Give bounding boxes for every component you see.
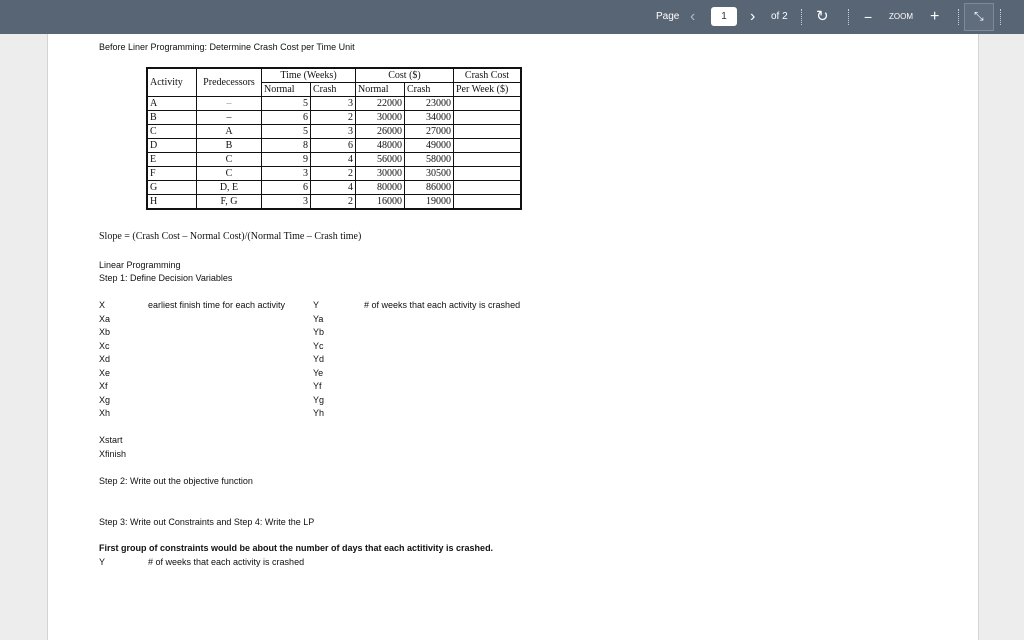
step3-heading: Step 3: Write out Constraints and Step 4: Write the LP bbox=[99, 517, 315, 527]
cell-time-normal: 6 bbox=[262, 181, 311, 195]
th-predecessors: Predecessors bbox=[197, 68, 262, 97]
cell-time-crash: 4 bbox=[311, 181, 356, 195]
cell-cost-crash: 30500 bbox=[405, 167, 454, 181]
cell-time-crash: 2 bbox=[311, 195, 356, 210]
xfinish-var: Xfinish bbox=[99, 449, 127, 459]
cell-crash-per-week bbox=[454, 167, 522, 181]
cell-crash-per-week bbox=[454, 111, 522, 125]
document-page bbox=[47, 34, 979, 640]
cell-cost-normal: 30000 bbox=[356, 167, 405, 181]
cell-time-normal: 5 bbox=[262, 125, 311, 139]
cell-cost-normal: 16000 bbox=[356, 195, 405, 210]
crash-cost-table bbox=[146, 67, 522, 210]
cell-cost-normal: 48000 bbox=[356, 139, 405, 153]
th-time: Time (Weeks) bbox=[262, 68, 356, 83]
next-page-icon[interactable]: › bbox=[750, 8, 756, 25]
x-var: Xa bbox=[99, 314, 111, 324]
th-cost: Cost ($) bbox=[356, 68, 454, 83]
cell-time-crash: 3 bbox=[311, 97, 356, 111]
doc-title: Before Liner Programming: Determine Crash Cost per Time Unit bbox=[99, 42, 355, 52]
table-row bbox=[147, 111, 521, 125]
cell-crash-per-week bbox=[454, 97, 522, 111]
cell-activity: H bbox=[147, 195, 197, 210]
cell-time-normal: 3 bbox=[262, 195, 311, 210]
fit-page-button[interactable] bbox=[964, 3, 994, 31]
th-time-crash: Crash bbox=[311, 83, 356, 97]
th-activity: Activity bbox=[147, 68, 197, 97]
table-row bbox=[147, 125, 521, 139]
zoom-out-button[interactable]: − bbox=[864, 9, 873, 25]
x-var: Xe bbox=[99, 368, 111, 378]
cell-crash-per-week bbox=[454, 153, 522, 167]
cell-predecessors: – bbox=[197, 97, 262, 111]
y-variable-desc: # of weeks that each activity is crashed bbox=[364, 300, 521, 310]
page-label: Page bbox=[656, 11, 680, 22]
cell-predecessors: B bbox=[197, 139, 262, 153]
th-time-normal: Normal bbox=[262, 83, 311, 97]
table-row bbox=[147, 167, 521, 181]
y-var: Yb bbox=[313, 327, 325, 337]
cell-cost-normal: 30000 bbox=[356, 111, 405, 125]
xstart-var: Xstart bbox=[99, 435, 123, 445]
th-cost-normal: Normal bbox=[356, 83, 405, 97]
lp-title: Linear Programming bbox=[99, 260, 181, 270]
cell-cost-crash: 19000 bbox=[405, 195, 454, 210]
cell-activity: C bbox=[147, 125, 197, 139]
y-var: Ye bbox=[313, 368, 324, 378]
cell-time-crash: 4 bbox=[311, 153, 356, 167]
cell-cost-crash: 27000 bbox=[405, 125, 454, 139]
cell-predecessors: F, G bbox=[197, 195, 262, 210]
zoom-label: ZOOM bbox=[889, 12, 913, 21]
toolbar-divider bbox=[958, 9, 959, 25]
collapse-icon: ⤡ bbox=[974, 9, 984, 23]
th-crash-cost: Crash Cost bbox=[454, 68, 522, 83]
cell-activity: D bbox=[147, 139, 197, 153]
y-var: Yc bbox=[313, 341, 324, 351]
x-variable-label: X bbox=[99, 300, 106, 310]
cell-crash-per-week bbox=[454, 181, 522, 195]
table-row bbox=[147, 97, 521, 111]
th-cost-crash: Crash bbox=[405, 83, 454, 97]
y-var: Yg bbox=[313, 395, 325, 405]
prev-page-icon[interactable]: ‹ bbox=[690, 8, 696, 25]
y-var: Ya bbox=[313, 314, 324, 324]
cell-cost-crash: 58000 bbox=[405, 153, 454, 167]
cell-predecessors: C bbox=[197, 153, 262, 167]
viewer-toolbar bbox=[0, 0, 1024, 34]
cell-time-crash: 2 bbox=[311, 167, 356, 181]
page-total: of 2 bbox=[771, 11, 788, 22]
x-variable-desc: earliest finish time for each activity bbox=[148, 300, 286, 310]
first-group-note: First group of constraints would be about the number of days that each actitivity is crashed. bbox=[99, 543, 494, 553]
cell-predecessors: A bbox=[197, 125, 262, 139]
step2-heading: Step 2: Write out the objective function bbox=[99, 476, 253, 486]
cell-activity: A bbox=[147, 97, 197, 111]
table-row bbox=[147, 139, 521, 153]
cell-activity: F bbox=[147, 167, 197, 181]
rotate-icon[interactable]: ↻ bbox=[816, 8, 829, 25]
x-var: Xg bbox=[99, 395, 111, 405]
toolbar-divider bbox=[1000, 9, 1001, 25]
table-row bbox=[147, 153, 521, 167]
cell-time-crash: 2 bbox=[311, 111, 356, 125]
y-var: Yh bbox=[313, 408, 325, 418]
y-variable-label-2: Y bbox=[99, 557, 106, 567]
cell-cost-normal: 80000 bbox=[356, 181, 405, 195]
cell-crash-per-week bbox=[454, 125, 522, 139]
cell-predecessors: – bbox=[197, 111, 262, 125]
cell-cost-normal: 56000 bbox=[356, 153, 405, 167]
y-var: Yd bbox=[313, 354, 325, 364]
x-var: Xh bbox=[99, 408, 111, 418]
cell-time-normal: 6 bbox=[262, 111, 311, 125]
x-var: Xc bbox=[99, 341, 110, 351]
cell-predecessors: D, E bbox=[197, 181, 262, 195]
cell-time-normal: 3 bbox=[262, 167, 311, 181]
step1-heading: Step 1: Define Decision Variables bbox=[99, 273, 233, 283]
cell-time-normal: 5 bbox=[262, 97, 311, 111]
cell-time-crash: 3 bbox=[311, 125, 356, 139]
y-variable-desc-2: # of weeks that each activity is crashed bbox=[148, 557, 305, 567]
cell-cost-normal: 22000 bbox=[356, 97, 405, 111]
cell-cost-crash: 34000 bbox=[405, 111, 454, 125]
y-var: Yf bbox=[313, 381, 322, 391]
zoom-in-button[interactable]: + bbox=[930, 8, 940, 25]
cell-crash-per-week bbox=[454, 195, 522, 210]
table-row bbox=[147, 181, 521, 195]
cell-crash-per-week bbox=[454, 139, 522, 153]
cell-time-normal: 9 bbox=[262, 153, 311, 167]
y-variable-label: Y bbox=[313, 300, 320, 310]
cell-predecessors: C bbox=[197, 167, 262, 181]
cell-cost-crash: 23000 bbox=[405, 97, 454, 111]
cell-time-normal: 8 bbox=[262, 139, 311, 153]
toolbar-divider bbox=[801, 9, 802, 25]
page-number-input[interactable]: 1 bbox=[711, 7, 737, 26]
cell-time-crash: 6 bbox=[311, 139, 356, 153]
x-var: Xd bbox=[99, 354, 111, 364]
slope-formula: Slope = (Crash Cost – Normal Cost)/(Normal Time – Crash time) bbox=[99, 231, 362, 242]
cell-cost-crash: 49000 bbox=[405, 139, 454, 153]
x-var: Xb bbox=[99, 327, 111, 337]
cell-activity: E bbox=[147, 153, 197, 167]
cell-cost-crash: 86000 bbox=[405, 181, 454, 195]
cell-activity: G bbox=[147, 181, 197, 195]
toolbar-divider bbox=[848, 9, 849, 25]
x-var: Xf bbox=[99, 381, 108, 391]
th-per-week: Per Week ($) bbox=[454, 83, 522, 97]
table-row bbox=[147, 195, 521, 210]
cell-activity: B bbox=[147, 111, 197, 125]
cell-cost-normal: 26000 bbox=[356, 125, 405, 139]
